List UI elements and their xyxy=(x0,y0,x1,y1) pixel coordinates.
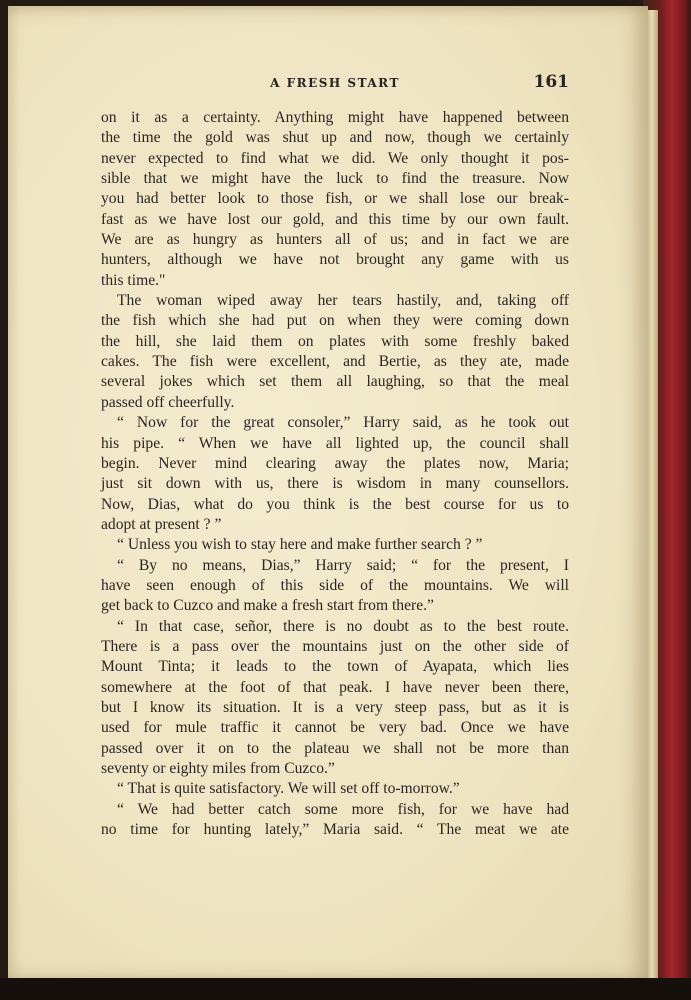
text-line: just sit down with us, there is wisdom in many counsellors. xyxy=(101,475,569,493)
text-line: somewhere at the foot of that peak. I have never been there, xyxy=(101,678,569,696)
text-line: sible that we might have the luck to find the treasure. Now xyxy=(101,170,569,188)
text-line: There is a pass over the mountains just on the other side of xyxy=(101,637,569,655)
text-line: cakes. The fish were excellent, and Bertie, as they ate, made xyxy=(101,353,569,371)
text-line: passed off cheerfully. xyxy=(101,393,235,411)
scan-bottom-edge xyxy=(0,978,691,1000)
text-line: the time the gold was shut up and now, though we certainly xyxy=(101,129,569,147)
page-header xyxy=(101,72,569,94)
text-line: begin. Never mind clearing away the plates now, Maria; xyxy=(101,454,569,472)
text-line: seventy or eighty miles from Cuzco.” xyxy=(101,760,335,777)
text-line: you had better look to those fish, or we shall lose our break- xyxy=(101,190,569,208)
text-line: passed over it on to the plateau we shall not be more than xyxy=(101,739,569,757)
body-text xyxy=(101,108,569,840)
text-line: several jokes which set them all laughing, so that the meal xyxy=(101,373,569,391)
text-line: adopt at present ? ” xyxy=(101,515,222,533)
text-line: “ We had better catch some more fish, for we have had xyxy=(117,800,569,818)
text-line: “ Now for the great consoler,” Harry said, as he took out xyxy=(117,414,569,432)
text-line: have seen enough of this side of the mountains. We will xyxy=(101,576,569,594)
text-line: but I know its situation. It is a very steep pass, but as it is xyxy=(101,698,569,716)
text-line: The woman wiped away her tears hastily, and, taking off xyxy=(117,292,569,310)
text-line: Mount Tinta; it leads to the town of Ayapata, which lies xyxy=(101,658,569,676)
text-line: never expected to find what we did. We only thought it pos- xyxy=(101,149,569,167)
text-line: the hill, she laid them on plates with some freshly baked xyxy=(101,332,569,350)
text-line: get back to Cuzco and make a fresh start from there.” xyxy=(101,597,434,615)
text-line: “ In that case, señor, there is no doubt as to the best route. xyxy=(117,617,569,635)
page-edge xyxy=(648,10,658,978)
text-line: used for mule traffic it cannot be very bad. Once we have xyxy=(101,719,569,737)
running-head: A FRESH START xyxy=(270,76,400,90)
page-number: 161 xyxy=(533,72,569,92)
text-line: “ That is quite satisfactory. We will set off to-morrow.” xyxy=(117,780,460,798)
text-line: on it as a certainty. Anything might have happened between xyxy=(101,109,569,126)
text-line: fast as we have lost our gold, and this time by our own fault. xyxy=(101,210,569,228)
text-line: “ Unless you wish to stay here and make further search ? ” xyxy=(117,536,483,554)
text-line: this time." xyxy=(101,271,166,289)
text-line: Now, Dias, what do you think is the best course for us to xyxy=(101,495,569,513)
text-line: the fish which she had put on when they were coming down xyxy=(101,312,569,330)
text-line: We are as hungry as hunters all of us; and in fact we are xyxy=(101,231,569,249)
text-line: his pipe. “ When we have all lighted up, the council shall xyxy=(101,434,569,452)
text-line: hunters, although we have not brought any game with us xyxy=(101,251,569,269)
text-line: no time for hunting lately,” Maria said. “ The meat we ate xyxy=(101,821,569,839)
text-line: “ By no means, Dias,” Harry said; “ for the present, I xyxy=(117,556,569,574)
